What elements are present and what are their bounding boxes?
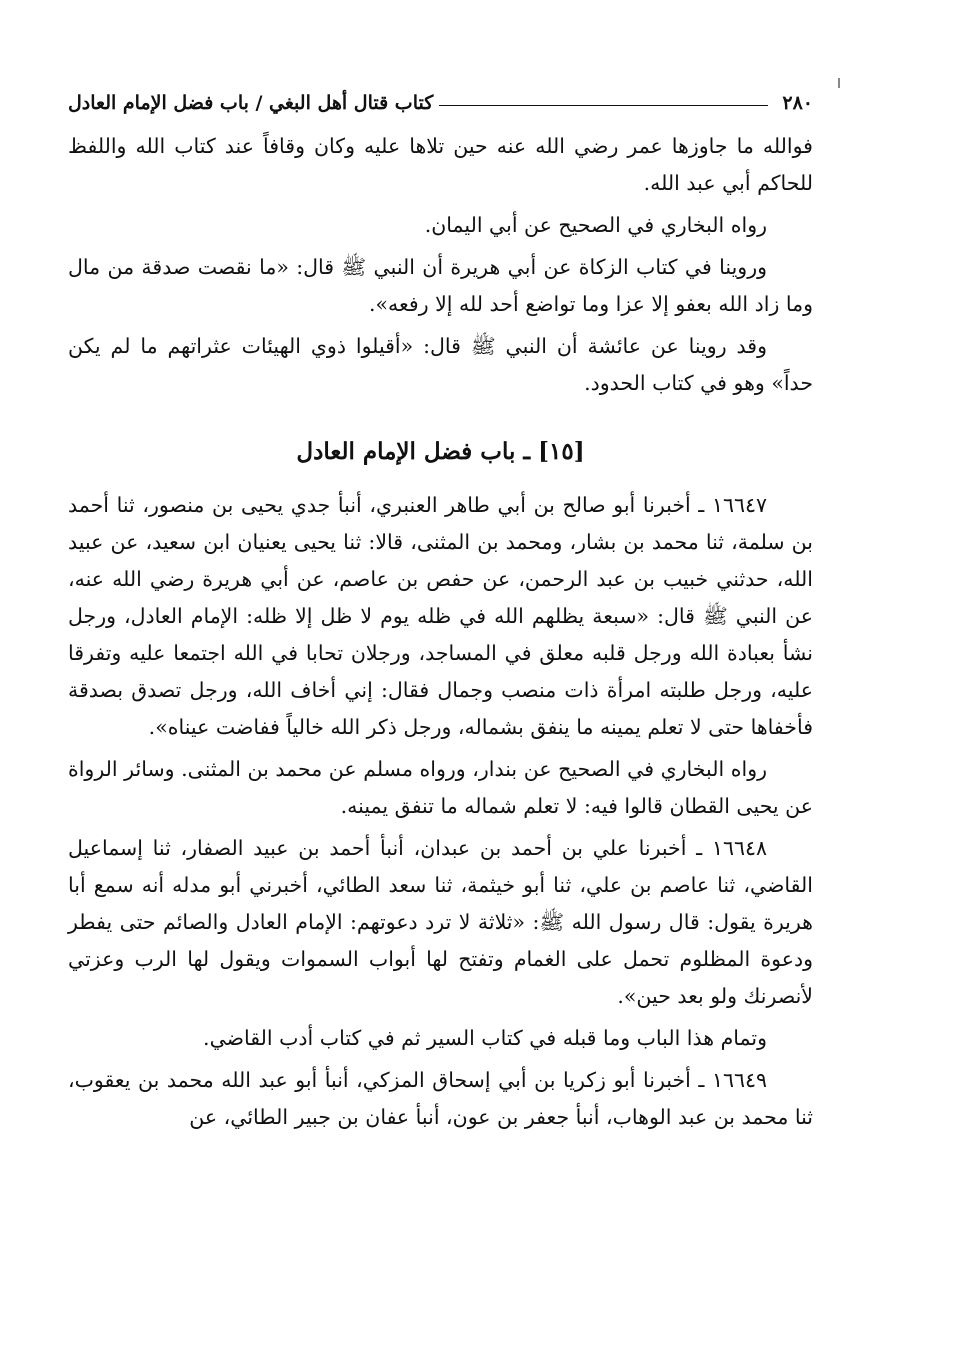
header-rule — [439, 105, 768, 106]
paragraph-continuation: فوالله ما جاوزها عمر رضي الله عنه حين تلاها عليه وكان وقافاً عند كتاب الله واللفظ للحاكم أبي عبد الله. — [68, 134, 813, 195]
paragraph-hadith-16649: ١٦٦٤٩ ـ أخبرنا أبو زكريا بن أبي إسحاق المزكي، أنبأ أبو عبد الله محمد بن يعقوب، ثنا محمد بن عبد الوهاب، أنبأ جعفر بن عون، أنبأ عفان بن جبير الطائي، عن — [68, 1068, 813, 1129]
paragraph-note: وتمام هذا الباب وما قبله في كتاب السير ثم في كتاب أدب القاضي. — [203, 1026, 767, 1050]
section-heading: [١٥] ـ باب فضل الإمام العادل — [296, 438, 585, 465]
document-page — [68, 80, 813, 1141]
paragraph-hadith-16648: ١٦٦٤٨ ـ أخبرنا علي بن أحمد بن عبدان، أنبأ أحمد بن عبيد الصفار، ثنا إسماعيل القاضي، ثنا عاصم بن علي، ثنا أبو خيثمة، ثنا سعد الطائي، أخبرني أبو مدله أنه سمع أبا هريرة يقول: قال رسول الله ﷺ: «ثلاثة لا ترد دعوتهم: الإمام العادل والصائم حتى يفطر ودعوة المظلوم تحمل على الغمام وتفتح لها أبواب السموات ويقول لها الرب وعزتي لأنصرنك ولو بعد حين». — [68, 836, 813, 1008]
paragraph-hadith-aisha: وقد روينا عن عائشة أن النبي ﷺ قال: «أقيلوا ذوي الهيئات عثراتهم ما لم يكن حداً» وهو في كتاب الحدود. — [68, 334, 813, 395]
page-header — [68, 80, 813, 114]
paragraph-narration-bukhari: رواه البخاري في الصحيح عن بندار، ورواه مسلم عن محمد بن المثنى. وسائر الرواة عن يحيى القطان قالوا فيه: لا تعلم شماله ما تنفق يمينه. — [68, 757, 813, 818]
scan-mark — [838, 78, 840, 88]
paragraph-narration: رواه البخاري في الصحيح عن أبي اليمان. — [424, 213, 767, 237]
paragraph-hadith-16647: ١٦٦٤٧ ـ أخبرنا أبو صالح بن أبي طاهر العنبري، أنبأ جدي يحيى بن منصور، ثنا أحمد بن سلمة، ثنا محمد بن بشار، ومحمد بن المثنى، قالا: ثنا يحيى يعنيان ابن سعيد، عن عبيد الله، حدثني خبيب بن عبد الرحمن، عن حفص بن عاصم، عن أبي هريرة رضي الله عنه، عن النبي ﷺ قال: «سبعة يظلهم الله في ظله يوم لا ظل إلا ظله: الإمام العادل، ورجل نشأ بعبادة الله ورجل قلبه معلق في المساجد، ورجلان تحابا في الله اجتمعا عليه وتفرقا عليه، ورجل طلبته امرأة ذات منصب وجمال فقال: إني أخاف الله، ورجل تصدق بصدقة فأخفاها حتى لا تعلم يمينه ما ينفق بشماله، ورجل ذكر الله خالياً ففاضت عيناه». — [68, 493, 813, 739]
paragraph-hadith-zakat: وروينا في كتاب الزكاة عن أبي هريرة أن النبي ﷺ قال: «ما نقصت صدقة من مال وما زاد الله بعفو إلا عزا وما تواضع أحد لله إلا رفعه». — [68, 255, 813, 316]
running-title: كتاب قتال أهل البغي / باب فضل الإمام العادل — [68, 92, 434, 114]
page-number: ٢٨٠ — [782, 92, 813, 114]
